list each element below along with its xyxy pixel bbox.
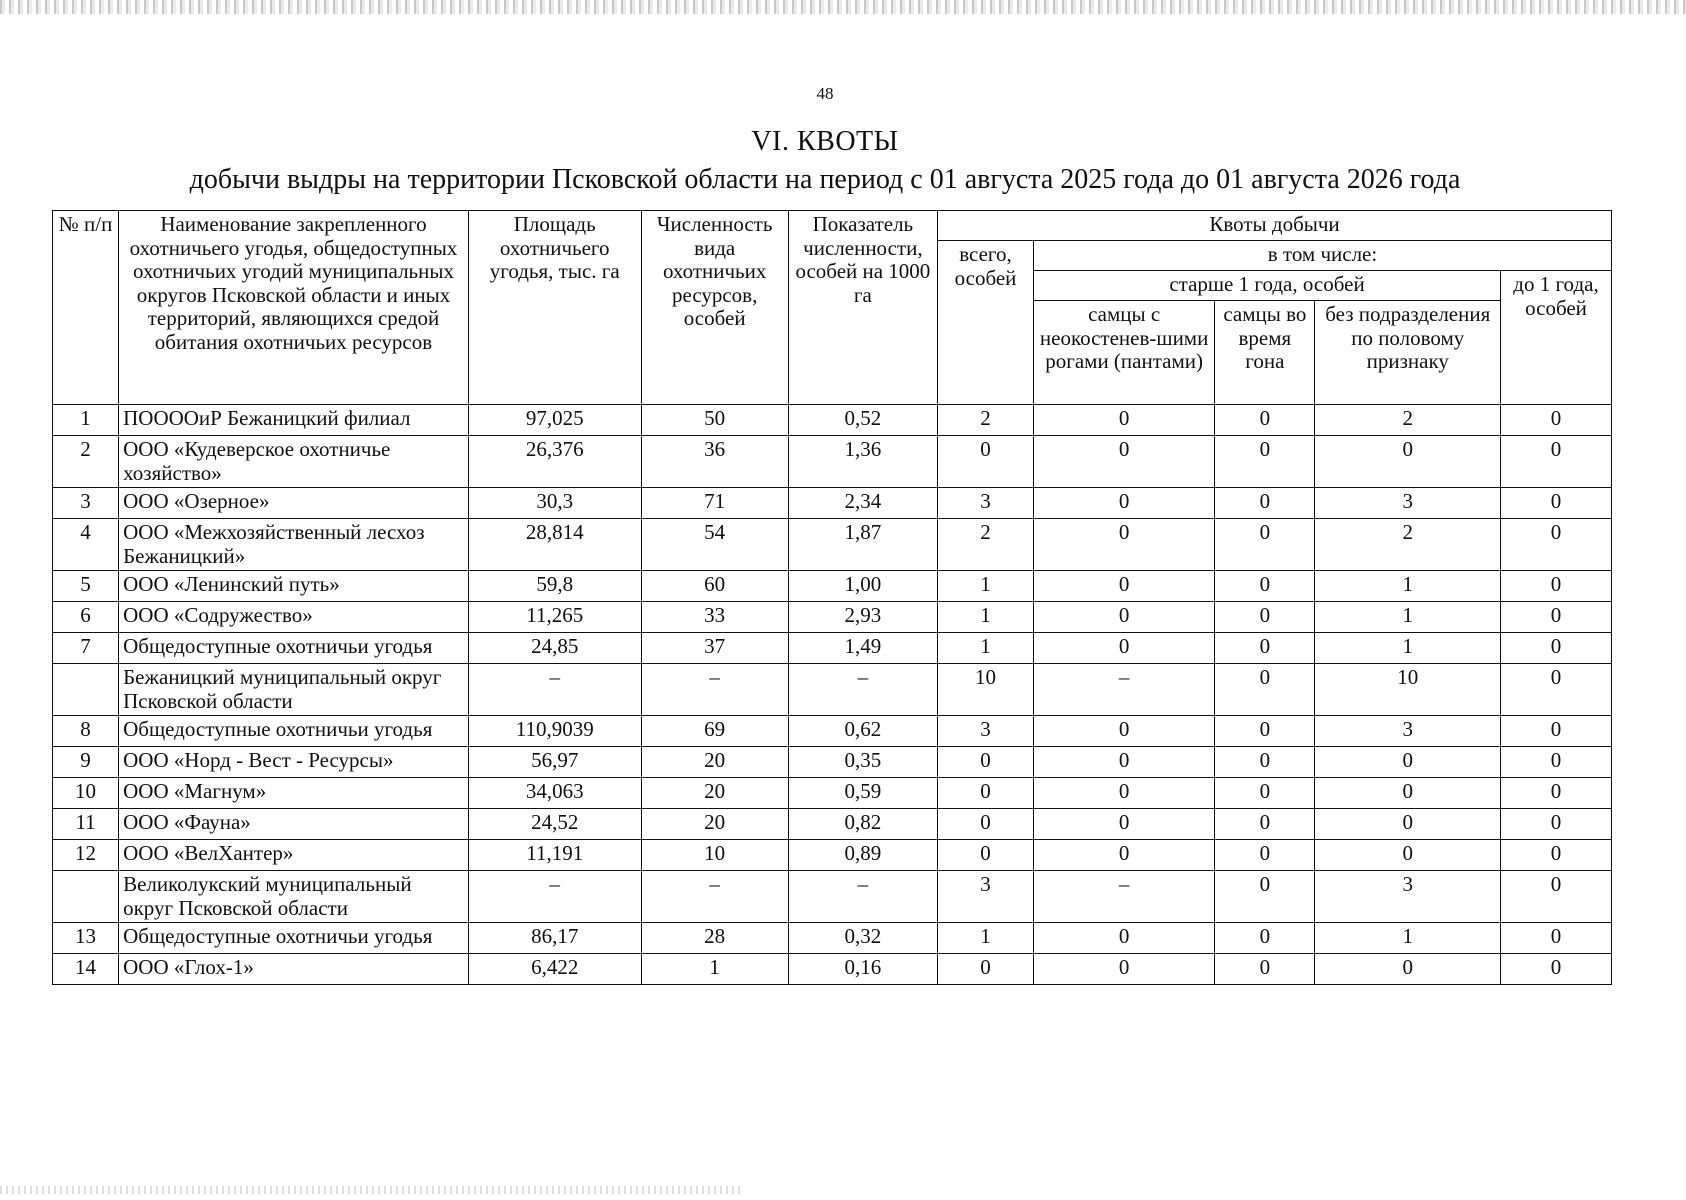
cell-males-antlers: – <box>1033 664 1214 716</box>
cell-population: 1 <box>641 954 788 985</box>
section-title: VI. КВОТЫ <box>751 126 899 157</box>
cell-males-rut: 0 <box>1215 778 1315 809</box>
cell-name: ООО «Глох-1» <box>119 954 469 985</box>
cell-no-sex: 0 <box>1315 809 1501 840</box>
scan-edge-top <box>0 0 1686 14</box>
table-row <box>53 954 1612 985</box>
table-row <box>53 778 1612 809</box>
cell-under1: 0 <box>1501 778 1612 809</box>
cell-num: 11 <box>53 809 119 840</box>
cell-under1: 0 <box>1501 519 1612 571</box>
cell-area: 11,191 <box>468 840 641 871</box>
table-row <box>53 519 1612 571</box>
cell-under1: 0 <box>1501 633 1612 664</box>
cell-under1: 0 <box>1501 871 1612 923</box>
cell-name: ООО «Межхозяйственный лесхоз Бежаницкий» <box>119 519 469 571</box>
cell-under1: 0 <box>1501 488 1612 519</box>
cell-total: 3 <box>938 716 1034 747</box>
cell-density: 0,16 <box>788 954 937 985</box>
cell-name: ООО «Ленинский путь» <box>119 571 469 602</box>
cell-males-rut: 0 <box>1215 664 1315 716</box>
header-quotas: Квоты добычи <box>938 211 1612 241</box>
cell-name: ООО «Магнум» <box>119 778 469 809</box>
cell-density: 1,49 <box>788 633 937 664</box>
cell-males-antlers: 0 <box>1033 954 1214 985</box>
cell-area: – <box>468 871 641 923</box>
cell-name: Общедоступные охотничьи угодья <box>119 633 469 664</box>
cell-males-antlers: 0 <box>1033 747 1214 778</box>
table-row-subtotal <box>53 664 1612 716</box>
cell-under1: 0 <box>1501 436 1612 488</box>
table-row <box>53 923 1612 954</box>
cell-area: 86,17 <box>468 923 641 954</box>
cell-under1: 0 <box>1501 716 1612 747</box>
cell-name: Великолукский муниципальный округ Псковской области <box>119 871 469 923</box>
cell-males-antlers: 0 <box>1033 488 1214 519</box>
cell-area: 24,52 <box>468 809 641 840</box>
cell-density: 0,62 <box>788 716 937 747</box>
table-row <box>53 633 1612 664</box>
cell-area: 110,9039 <box>468 716 641 747</box>
table-row-subtotal <box>53 871 1612 923</box>
cell-males-antlers: 0 <box>1033 716 1214 747</box>
cell-males-rut: 0 <box>1215 954 1315 985</box>
cell-total: 0 <box>938 747 1034 778</box>
table-row <box>53 747 1612 778</box>
cell-under1: 0 <box>1501 571 1612 602</box>
cell-density: 0,35 <box>788 747 937 778</box>
cell-total: 3 <box>938 871 1034 923</box>
cell-males-antlers: 0 <box>1033 840 1214 871</box>
cell-males-rut: 0 <box>1215 923 1315 954</box>
cell-total: 2 <box>938 519 1034 571</box>
cell-under1: 0 <box>1501 809 1612 840</box>
table-row <box>53 571 1612 602</box>
cell-males-antlers: 0 <box>1033 602 1214 633</box>
table-row <box>53 488 1612 519</box>
cell-no-sex: 1 <box>1315 602 1501 633</box>
cell-males-rut: 0 <box>1215 488 1315 519</box>
cell-males-rut: 0 <box>1215 436 1315 488</box>
cell-population: – <box>641 664 788 716</box>
quota-table <box>52 210 1612 985</box>
cell-area: 24,85 <box>468 633 641 664</box>
cell-num: 7 <box>53 633 119 664</box>
cell-no-sex: 0 <box>1315 778 1501 809</box>
header-males-antlers: самцы с неокостенев-шими рогами (пантами) <box>1033 301 1214 405</box>
cell-name: ПООООиР Бежаницкий филиал <box>119 405 469 436</box>
cell-name: Общедоступные охотничьи угодья <box>119 923 469 954</box>
cell-males-antlers: 0 <box>1033 633 1214 664</box>
header-num: № п/п <box>53 211 119 405</box>
cell-males-antlers: 0 <box>1033 405 1214 436</box>
cell-name: ООО «Фауна» <box>119 809 469 840</box>
cell-density: 0,52 <box>788 405 937 436</box>
cell-density: 1,87 <box>788 519 937 571</box>
cell-name: ООО «Содружество» <box>119 602 469 633</box>
table-row <box>53 840 1612 871</box>
cell-no-sex: 0 <box>1315 840 1501 871</box>
cell-name: ООО «Норд - Вест - Ресурсы» <box>119 747 469 778</box>
header-area: Площадь охотничьего угодья, тыс. га <box>468 211 641 405</box>
cell-num: 13 <box>53 923 119 954</box>
cell-total: 1 <box>938 923 1034 954</box>
cell-total: 1 <box>938 633 1034 664</box>
cell-no-sex: 1 <box>1315 571 1501 602</box>
cell-population: 36 <box>641 436 788 488</box>
cell-name: ООО «Кудеверское охотничье хозяйство» <box>119 436 469 488</box>
cell-density: 0,82 <box>788 809 937 840</box>
cell-population: 10 <box>641 840 788 871</box>
cell-males-antlers: 0 <box>1033 436 1214 488</box>
cell-no-sex: 3 <box>1315 716 1501 747</box>
cell-total: 1 <box>938 571 1034 602</box>
cell-num: 5 <box>53 571 119 602</box>
cell-males-antlers: 0 <box>1033 923 1214 954</box>
header-population: Численность вида охотничьих ресурсов, особей <box>641 211 788 405</box>
cell-num: 2 <box>53 436 119 488</box>
cell-density: 2,93 <box>788 602 937 633</box>
cell-population: 50 <box>641 405 788 436</box>
cell-population: 20 <box>641 747 788 778</box>
cell-num: 12 <box>53 840 119 871</box>
page-number: 48 <box>816 84 834 103</box>
cell-total: 1 <box>938 602 1034 633</box>
cell-total: 0 <box>938 436 1034 488</box>
cell-males-antlers: 0 <box>1033 778 1214 809</box>
cell-males-rut: 0 <box>1215 405 1315 436</box>
header-males-rut: самцы во время гона <box>1215 301 1315 405</box>
cell-density: 1,00 <box>788 571 937 602</box>
cell-no-sex: 3 <box>1315 488 1501 519</box>
cell-population: 28 <box>641 923 788 954</box>
cell-under1: 0 <box>1501 602 1612 633</box>
cell-males-rut: 0 <box>1215 602 1315 633</box>
cell-males-rut: 0 <box>1215 571 1315 602</box>
cell-total: 0 <box>938 840 1034 871</box>
table-row <box>53 436 1612 488</box>
cell-population: 20 <box>641 809 788 840</box>
cell-density: 0,89 <box>788 840 937 871</box>
cell-males-rut: 0 <box>1215 747 1315 778</box>
table-row <box>53 405 1612 436</box>
cell-under1: 0 <box>1501 405 1612 436</box>
cell-num <box>53 871 119 923</box>
cell-area: – <box>468 664 641 716</box>
cell-no-sex: 0 <box>1315 747 1501 778</box>
cell-num: 8 <box>53 716 119 747</box>
cell-no-sex: 2 <box>1315 519 1501 571</box>
cell-total: 0 <box>938 954 1034 985</box>
header-name: Наименование закрепленного охотничьего угодья, общедоступных охотничьих угодий муниципальных округов Псковской области и иных территорий, являющихся средой обитания охотничьих ресурсов <box>119 211 469 405</box>
table-row <box>53 602 1612 633</box>
cell-area: 28,814 <box>468 519 641 571</box>
cell-no-sex: 10 <box>1315 664 1501 716</box>
cell-num: 1 <box>53 405 119 436</box>
cell-no-sex: 0 <box>1315 436 1501 488</box>
cell-num: 10 <box>53 778 119 809</box>
cell-males-rut: 0 <box>1215 840 1315 871</box>
cell-population: 71 <box>641 488 788 519</box>
header-older: старше 1 года, особей <box>1033 271 1500 301</box>
cell-males-antlers: 0 <box>1033 809 1214 840</box>
cell-under1: 0 <box>1501 954 1612 985</box>
cell-total: 0 <box>938 809 1034 840</box>
cell-num: 14 <box>53 954 119 985</box>
cell-males-rut: 0 <box>1215 809 1315 840</box>
cell-num <box>53 664 119 716</box>
cell-males-rut: 0 <box>1215 633 1315 664</box>
cell-population: 54 <box>641 519 788 571</box>
cell-area: 59,8 <box>468 571 641 602</box>
cell-num: 4 <box>53 519 119 571</box>
cell-name: Общедоступные охотничьи угодья <box>119 716 469 747</box>
cell-density: 1,36 <box>788 436 937 488</box>
cell-num: 3 <box>53 488 119 519</box>
cell-under1: 0 <box>1501 747 1612 778</box>
cell-population: 37 <box>641 633 788 664</box>
cell-area: 30,3 <box>468 488 641 519</box>
cell-males-antlers: 0 <box>1033 519 1214 571</box>
cell-total: 3 <box>938 488 1034 519</box>
cell-no-sex: 1 <box>1315 923 1501 954</box>
cell-males-rut: 0 <box>1215 519 1315 571</box>
cell-density: 0,32 <box>788 923 937 954</box>
cell-no-sex: 2 <box>1315 405 1501 436</box>
cell-no-sex: 1 <box>1315 633 1501 664</box>
cell-density: 2,34 <box>788 488 937 519</box>
cell-name: ООО «ВелХантер» <box>119 840 469 871</box>
header-no-sex: без подразделения по половому признаку <box>1315 301 1501 405</box>
cell-area: 11,265 <box>468 602 641 633</box>
cell-total: 0 <box>938 778 1034 809</box>
cell-name: Бежаницкий муниципальный округ Псковской области <box>119 664 469 716</box>
cell-males-antlers: – <box>1033 871 1214 923</box>
cell-area: 97,025 <box>468 405 641 436</box>
cell-population: 69 <box>641 716 788 747</box>
table-row <box>53 809 1612 840</box>
cell-males-rut: 0 <box>1215 871 1315 923</box>
scan-edge-bottom <box>0 1186 740 1194</box>
header-including: в том числе: <box>1033 241 1611 271</box>
cell-area: 56,97 <box>468 747 641 778</box>
cell-no-sex: 0 <box>1315 954 1501 985</box>
cell-population: 20 <box>641 778 788 809</box>
cell-under1: 0 <box>1501 664 1612 716</box>
cell-num: 6 <box>53 602 119 633</box>
cell-area: 6,422 <box>468 954 641 985</box>
cell-population: 60 <box>641 571 788 602</box>
cell-under1: 0 <box>1501 840 1612 871</box>
cell-population: 33 <box>641 602 788 633</box>
cell-males-antlers: 0 <box>1033 571 1214 602</box>
cell-males-rut: 0 <box>1215 716 1315 747</box>
cell-total: 2 <box>938 405 1034 436</box>
cell-under1: 0 <box>1501 923 1612 954</box>
header-density: Показатель численности, особей на 1000 га <box>788 211 937 405</box>
table-row <box>53 716 1612 747</box>
cell-population: – <box>641 871 788 923</box>
cell-density: – <box>788 664 937 716</box>
header-under1: до 1 года, особей <box>1501 271 1612 405</box>
cell-num: 9 <box>53 747 119 778</box>
cell-density: 0,59 <box>788 778 937 809</box>
cell-no-sex: 3 <box>1315 871 1501 923</box>
header-total: всего, особей <box>938 241 1034 405</box>
section-subtitle: добычи выдры на территории Псковской области на период с 01 августа 2025 года до 01 августа 2026 года <box>189 164 1461 195</box>
cell-name: ООО «Озерное» <box>119 488 469 519</box>
cell-total: 10 <box>938 664 1034 716</box>
cell-area: 34,063 <box>468 778 641 809</box>
cell-density: – <box>788 871 937 923</box>
cell-area: 26,376 <box>468 436 641 488</box>
